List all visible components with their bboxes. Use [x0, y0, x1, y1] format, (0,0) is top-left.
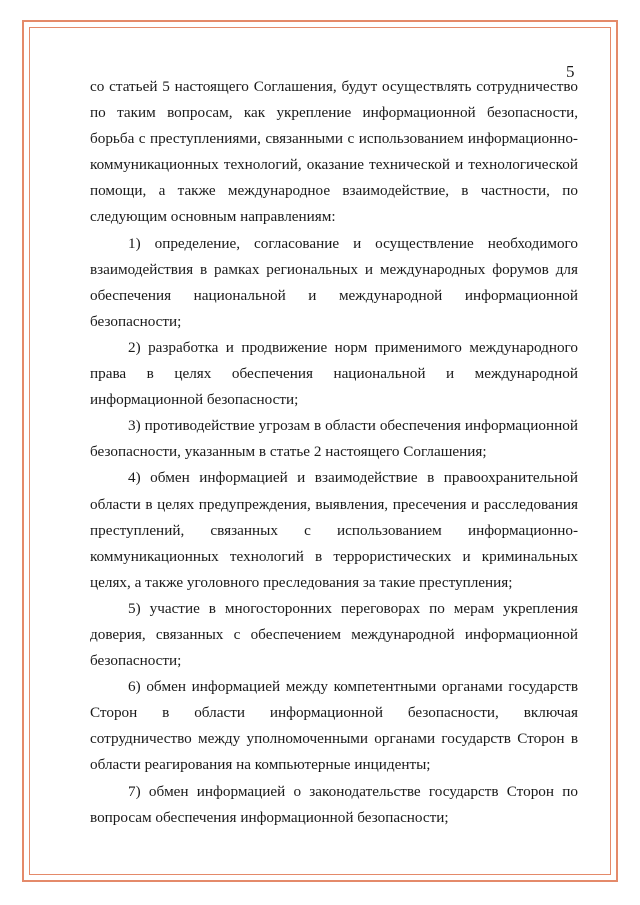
- paragraph-item-2: 2) разработка и продвижение норм применимого международного права в целях обеспечения национальной и международной информационной безопасности;: [90, 338, 578, 409]
- paragraph-item-3: 3) противодействие угрозам в области обеспечения информационной безопасности, указанным в статье 2 настоящего Соглашения;: [90, 417, 578, 461]
- paragraph-item-6: 6) обмен информацией между компетентными органами государств Сторон в области информационной безопасности, включая сотрудничество между уполномоченными органами государств Сторон в области реагирования на компьютерные инциденты;: [90, 678, 578, 774]
- paragraph-item-1: 1) определение, согласование и осуществление необходимого взаимодействия в рамках региональных и международных форумов для обеспечения национальной и международной информационной безопасности;: [90, 234, 578, 330]
- paragraph-item-7: 7) обмен информацией о законодательстве государств Сторон по вопросам обеспечения информационной безопасности;: [90, 782, 578, 826]
- document-body: [90, 74, 578, 831]
- page-number: 5: [566, 62, 575, 81]
- paragraph-intro: со статьей 5 настоящего Соглашения, будут осуществлять сотрудничество по таким вопросам, как укрепление информационной безопасности, борьба с преступлениями, связанными с использованием информационно-коммуникационных технологий, оказание технической и технологической помощи, а также международное взаимодействие, в частности, по следующим основным направлениям:: [90, 78, 578, 226]
- paragraph-item-4: 4) обмен информацией и взаимодействие в правоохранительной области в целях предупреждения, выявления, пресечения и расследования преступлений, связанных с использованием информационно-коммуникационных технологий в террористических и криминальных целях, а также уголовного преследования за такие преступления;: [90, 469, 578, 591]
- paragraph-item-5: 5) участие в многосторонних переговорах по мерам укрепления доверия, связанных с обеспечением международной информационной безопасности;: [90, 599, 578, 670]
